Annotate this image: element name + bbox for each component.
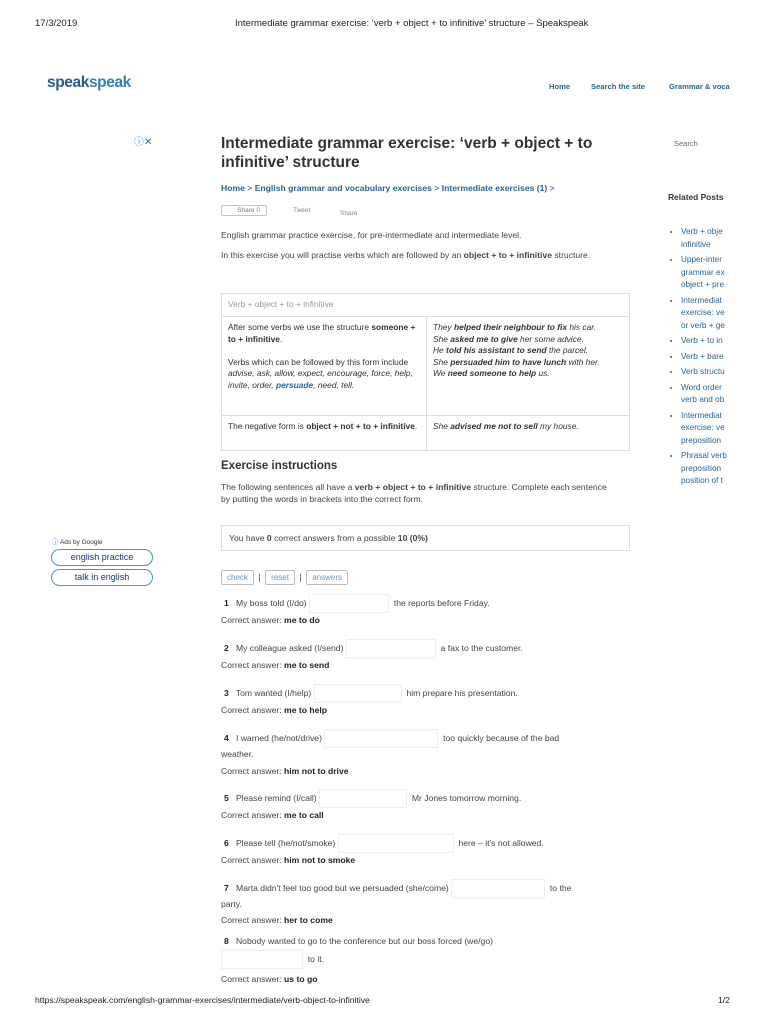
correct-answer bbox=[221, 705, 327, 715]
info-icon: ⓘ bbox=[52, 539, 59, 546]
check-button[interactable]: check bbox=[221, 570, 254, 585]
answer-input[interactable] bbox=[451, 879, 545, 898]
question-text: Please tell (he/not/smoke) bbox=[235, 837, 336, 848]
question-text: My colleague asked (I/send) bbox=[235, 642, 344, 653]
related-post[interactable]: • Verb structu bbox=[681, 366, 734, 379]
correct-answer-label: Correct answer: bbox=[221, 615, 285, 625]
question-8 bbox=[224, 936, 624, 946]
nav-home[interactable]: Home bbox=[549, 82, 571, 91]
table-rule-cell bbox=[222, 317, 427, 416]
example-bold: told his assistant to send bbox=[446, 345, 547, 355]
example-text: She bbox=[433, 356, 451, 367]
print-url: https://speakspeak.com/english-grammar-exercises/intermediate/verb-object-to-infinitive bbox=[35, 995, 370, 1005]
breadcrumb-sep: > bbox=[431, 183, 442, 193]
ad-link-english-practice[interactable]: english practice bbox=[51, 549, 153, 566]
example-bold: persuaded him to have lunch bbox=[450, 356, 567, 367]
example-text: with her. bbox=[566, 356, 600, 367]
correct-answer-value: me to send bbox=[284, 660, 330, 670]
print-page-number: 1/2 bbox=[718, 995, 730, 1005]
instructions-part: The following sentences all have a bbox=[221, 482, 355, 492]
sidebar-search-input[interactable]: Search bbox=[674, 139, 698, 148]
correct-answer-label: Correct answer: bbox=[221, 705, 285, 715]
question-text: Nobody wanted to go to the conference but our boss forced (we/go) bbox=[235, 936, 493, 946]
correct-answer-label: Correct answer: bbox=[221, 974, 285, 984]
question-text: Mr Jones tomorrow morning. bbox=[411, 792, 522, 803]
rule-text: The negative form is bbox=[228, 421, 307, 431]
example-bold: asked me to give bbox=[450, 333, 518, 344]
question-text: the reports before Friday. bbox=[393, 597, 490, 608]
question-text: here – it's not allowed. bbox=[458, 837, 544, 848]
question-text: My boss told (I/do) bbox=[235, 597, 307, 608]
question-text: too quickly because of the bad bbox=[443, 732, 560, 743]
question-3 bbox=[224, 684, 624, 703]
question-number: 1 bbox=[224, 597, 229, 608]
score-text: You have bbox=[229, 533, 267, 543]
ad-close-icon[interactable]: ⓘ✕ bbox=[134, 137, 153, 148]
exercise-buttons bbox=[221, 567, 348, 585]
table-header: Verb + object + to + infinitive bbox=[222, 294, 630, 317]
correct-answer-label: Correct answer: bbox=[221, 766, 285, 776]
tweet-button[interactable]: Tweet bbox=[293, 207, 311, 214]
breadcrumb-sep: > bbox=[547, 183, 555, 193]
question-text: him prepare his presentation. bbox=[406, 687, 518, 698]
correct-answer-value: me to help bbox=[284, 705, 328, 715]
related-post[interactable]: • Verb + obje infinitive bbox=[681, 226, 734, 251]
score-percent: (0%) bbox=[409, 533, 428, 543]
question-5 bbox=[224, 789, 624, 808]
instructions-bold: verb + object + to + infinitive bbox=[354, 482, 472, 492]
score-total: 10 bbox=[397, 533, 408, 543]
example-text: She bbox=[433, 421, 451, 431]
question-text: Please remind (I/call) bbox=[235, 792, 317, 803]
example-text: us. bbox=[536, 368, 550, 378]
answers-button[interactable]: answers bbox=[306, 570, 348, 585]
question-text: Marta didn't feel too good but we persuaded (she/come) bbox=[235, 882, 449, 893]
related-post[interactable]: • Verb + to in bbox=[681, 335, 734, 348]
table-negative-example-cell bbox=[427, 416, 630, 451]
intro-structure bbox=[221, 249, 630, 261]
logo-part-a: speak bbox=[47, 74, 89, 91]
answer-input[interactable] bbox=[346, 639, 436, 658]
table-negative-cell bbox=[222, 416, 427, 451]
example-text: She bbox=[433, 333, 451, 344]
intro-part: In this exercise you will practise verbs which are followed by an bbox=[221, 250, 464, 260]
rule-text: . bbox=[279, 333, 283, 344]
instructions-text bbox=[221, 481, 616, 505]
breadcrumb-home[interactable]: Home bbox=[221, 183, 245, 193]
answer-input[interactable] bbox=[221, 950, 303, 969]
example-text: They bbox=[433, 322, 454, 332]
share-button[interactable]: Share bbox=[340, 210, 358, 217]
intro-part: structure. bbox=[552, 250, 591, 260]
example-text: We bbox=[433, 368, 448, 378]
breadcrumb-exercises[interactable]: English grammar and vocabulary exercises bbox=[254, 183, 432, 193]
question-7-continued: party. bbox=[221, 899, 242, 909]
correct-answer-value: him not to drive bbox=[284, 766, 349, 776]
table-example-cell bbox=[427, 317, 630, 416]
verb-list: , need, tell. bbox=[313, 379, 355, 390]
breadcrumb-intermediate[interactable]: Intermediate exercises (1) bbox=[441, 183, 548, 193]
example-text: her some advice. bbox=[517, 333, 584, 344]
score-correct: 0 bbox=[266, 533, 272, 543]
print-title: Intermediate grammar exercise: ‘verb + object + to infinitive’ structure – Speakspeak bbox=[235, 18, 589, 29]
question-number: 4 bbox=[224, 732, 229, 743]
example-bold: advised me not to sell bbox=[450, 421, 538, 431]
rule-text: . bbox=[414, 421, 418, 431]
ad-link-talk-in-english[interactable]: talk in english bbox=[51, 569, 153, 586]
rule-bold: someone + to + infinitive bbox=[228, 322, 416, 344]
related-post[interactable]: • Verb + bare bbox=[681, 351, 734, 364]
correct-answer-value: us to go bbox=[284, 974, 318, 984]
correct-answer-label: Correct answer: bbox=[221, 915, 285, 925]
question-1 bbox=[224, 594, 624, 613]
verb-list: advise, ask, allow, expect, encourage, force, help, invite, order, bbox=[228, 368, 413, 390]
question-4-continued: weather. bbox=[221, 749, 254, 759]
nav-search[interactable]: Search the site bbox=[591, 82, 646, 91]
button-separator: | bbox=[299, 572, 302, 582]
question-4 bbox=[224, 729, 624, 748]
example-text: my house. bbox=[537, 421, 579, 431]
nav-grammar[interactable]: Grammar & voca bbox=[669, 82, 730, 91]
persuade-link[interactable]: persuade bbox=[275, 379, 314, 390]
ads-label-text: Ads by Google bbox=[59, 539, 103, 546]
related-post[interactable]: • Word order verb and ob bbox=[681, 382, 734, 407]
print-date: 17/3/2019 bbox=[35, 18, 78, 29]
answer-input[interactable] bbox=[324, 729, 438, 748]
rule-text: After some verbs we use the structure bbox=[228, 322, 372, 332]
button-separator: | bbox=[258, 572, 261, 582]
correct-answer-value: me to call bbox=[284, 810, 324, 820]
reset-button[interactable]: reset bbox=[265, 570, 295, 585]
instructions-heading: Exercise instructions bbox=[221, 460, 338, 472]
breadcrumb-sep: > bbox=[244, 183, 255, 193]
question-number: 2 bbox=[224, 642, 229, 653]
correct-answer bbox=[221, 660, 329, 670]
answer-input[interactable] bbox=[338, 834, 454, 853]
example-bold: need someone to help bbox=[447, 368, 537, 378]
correct-answer bbox=[221, 615, 320, 625]
question-number: 3 bbox=[224, 687, 229, 698]
question-text: a fax to the customer. bbox=[440, 642, 523, 653]
example-bold: helped their neighbour to fix bbox=[453, 322, 568, 332]
page-title: Intermediate grammar exercise: ‘verb + object + to infinitive’ structure bbox=[221, 135, 593, 171]
question-7 bbox=[224, 879, 630, 898]
answer-input[interactable] bbox=[309, 594, 389, 613]
correct-answer bbox=[221, 766, 349, 776]
site-logo[interactable] bbox=[47, 74, 131, 92]
intro-bold: object + to + infinitive bbox=[463, 250, 552, 260]
rule-bold: object + not + to + infinitive bbox=[306, 421, 415, 431]
example-text: the parcel. bbox=[546, 345, 589, 355]
related-posts-title: Related Posts bbox=[668, 192, 724, 202]
related-post[interactable]: • Upper-inter grammar ex object + pre bbox=[681, 254, 734, 292]
question-number: 6 bbox=[224, 837, 229, 848]
answer-input[interactable] bbox=[319, 789, 407, 808]
instructions-part: structure. Complete each sentence by putting the words in brackets into the correct form. bbox=[221, 482, 607, 504]
intro-text: English grammar practice exercise, for pre-intermediate and intermediate level. bbox=[221, 230, 522, 240]
correct-answer bbox=[221, 915, 333, 925]
example-text: his car. bbox=[567, 322, 597, 332]
facebook-share-button[interactable]: Share 0 bbox=[221, 205, 267, 216]
question-8-continued bbox=[221, 950, 324, 969]
example-text: He bbox=[433, 345, 447, 355]
correct-answer-value: him not to smoke bbox=[284, 855, 356, 865]
question-text: to the bbox=[549, 882, 572, 893]
question-2 bbox=[224, 639, 624, 658]
score-text: correct answers from a possible bbox=[271, 533, 398, 543]
answer-input[interactable] bbox=[314, 684, 402, 703]
related-post[interactable]: • Intermediat exercise: ve or verb + ge bbox=[681, 295, 734, 333]
question-text: to it. bbox=[307, 953, 325, 964]
correct-answer-value: me to do bbox=[284, 615, 320, 625]
related-post[interactable]: • Intermediat exercise: ve preposition bbox=[681, 410, 734, 448]
question-number: 7 bbox=[224, 882, 229, 893]
score-box bbox=[221, 525, 630, 551]
correct-answer-label: Correct answer: bbox=[221, 810, 285, 820]
correct-answer bbox=[221, 810, 324, 820]
main-content bbox=[221, 134, 630, 193]
related-posts-list bbox=[668, 226, 734, 491]
breadcrumb bbox=[221, 183, 630, 193]
logo-part-b: speak bbox=[88, 74, 131, 91]
question-number: 5 bbox=[224, 792, 229, 803]
correct-answer-value: her to come bbox=[284, 915, 333, 925]
ads-by-google-label bbox=[52, 537, 103, 546]
rule-text: Verbs which can be followed by this form include bbox=[228, 356, 409, 367]
grammar-table bbox=[221, 293, 630, 451]
question-number: 8 bbox=[224, 936, 229, 946]
question-text: Tom wanted (I/help) bbox=[235, 687, 312, 698]
correct-answer bbox=[221, 855, 355, 865]
correct-answer-label: Correct answer: bbox=[221, 660, 285, 670]
question-6 bbox=[224, 834, 624, 853]
correct-answer bbox=[221, 974, 317, 984]
correct-answer-label: Correct answer: bbox=[221, 855, 285, 865]
related-post[interactable]: • Phrasal verb preposition position of t bbox=[681, 450, 734, 488]
question-text: I warned (he/not/drive) bbox=[235, 732, 322, 743]
